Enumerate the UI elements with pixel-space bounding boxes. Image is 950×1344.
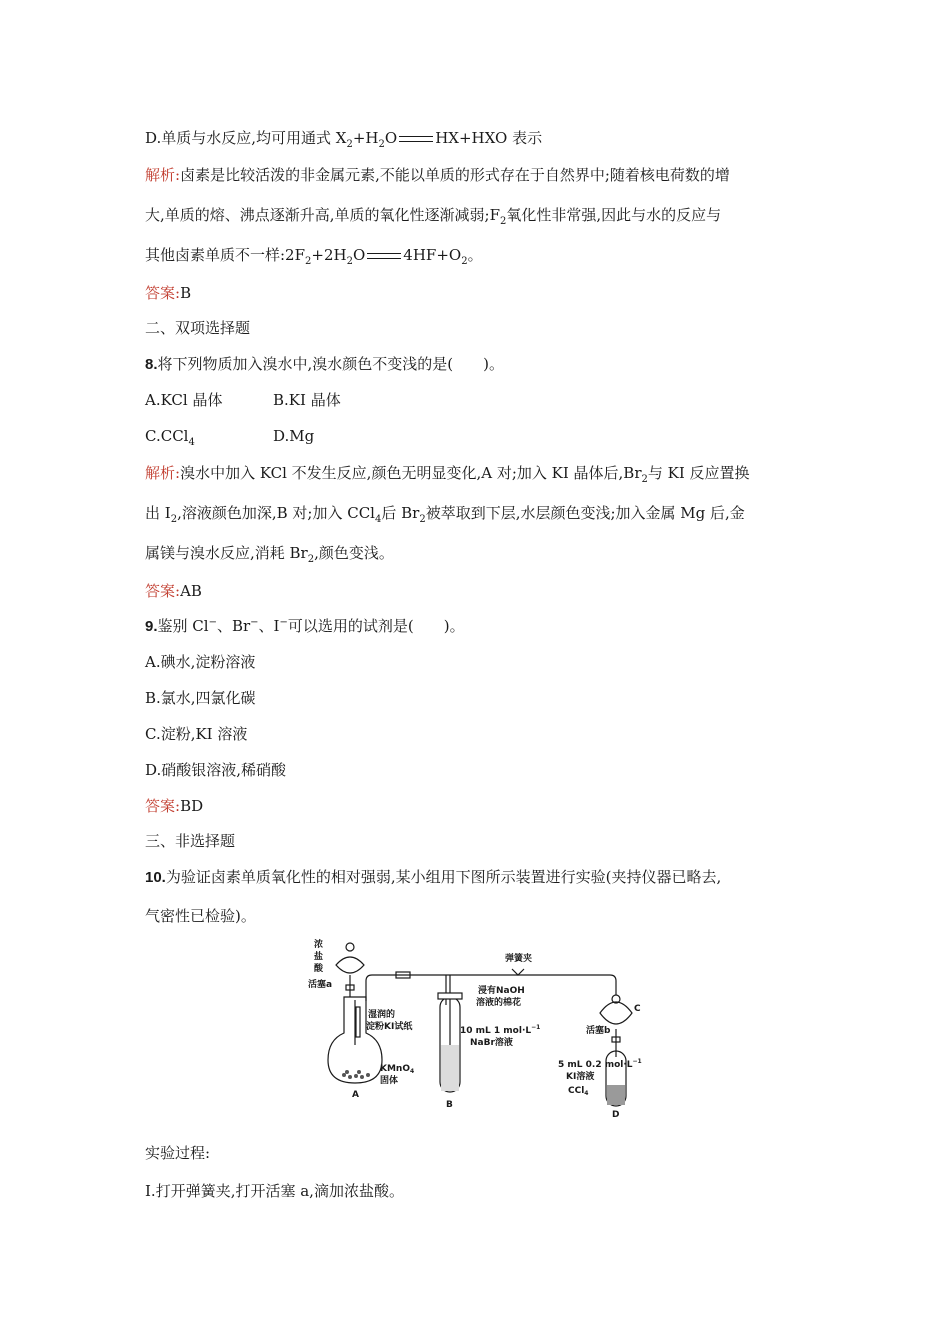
label-b: B: [446, 1100, 453, 1110]
analysis-text: 卤素是比较活泼的非金属元素,不能以单质的形式存在于自然界中;随着核电荷数的增: [180, 166, 730, 184]
separatory-funnel-c: [600, 1002, 632, 1024]
question-stem: 、Br: [216, 617, 251, 635]
label-a: A: [352, 1090, 359, 1100]
subscript: 2: [307, 554, 315, 565]
spring-clip: [512, 969, 524, 975]
label-spring-clip: 弹簧夹: [505, 954, 533, 964]
q7-option-d-text: HX+HXO 表示: [435, 129, 543, 147]
analysis-text: O: [352, 246, 366, 264]
analysis-text: 后 Br: [381, 504, 420, 522]
q8-answer: [145, 581, 202, 601]
analysis-text: 属镁与溴水反应,消耗 Br: [145, 544, 308, 562]
label-kmno4: KMnO$_4$: [380, 1064, 415, 1075]
q8-analysis-line-1: [145, 463, 750, 483]
funnel-stopper: [346, 943, 354, 951]
q7-option-d-text: D.单质与水反应,均可用通式 X: [145, 129, 347, 147]
superscript: −: [208, 617, 217, 628]
question-stem: 、I: [258, 617, 280, 635]
subscript: 2: [305, 256, 312, 267]
answer-label: 答案:: [145, 797, 181, 815]
subscript: 2: [346, 139, 353, 150]
subscript: 2: [461, 256, 468, 267]
q8-option-d: D.Mg: [273, 427, 315, 445]
question-number: 8.: [145, 356, 158, 373]
analysis-text: 溴水中加入 KCl 不发生反应,颜色无明显变化,A 对;加入 KI 晶体后,Br: [180, 464, 642, 482]
q9-option-b: B.氯水,四氯化碳: [145, 689, 256, 707]
answer-label: 答案:: [145, 284, 181, 302]
label-ccl4: CCl$_4$: [568, 1086, 589, 1097]
subscript: 2: [378, 139, 385, 150]
q9-answer: [145, 796, 203, 816]
subscript: 2: [641, 474, 648, 485]
q7-answer: [145, 283, 191, 303]
analysis-label: 解析:: [145, 464, 181, 482]
label-ki-concentration: 5 mL 0.2 $mol\cdot L^{-1}$: [558, 1058, 642, 1070]
section-heading-3: 三、非选择题: [145, 832, 236, 850]
label-naoh-2: 溶液的棉花: [476, 998, 522, 1008]
label-nabr-solution: NaBr溶液: [470, 1038, 513, 1048]
q7-analysis-line-2: [145, 205, 721, 225]
label-concentrated: 浓: [314, 940, 324, 950]
subscript: 4: [188, 437, 195, 448]
analysis-text: 大,单质的熔、沸点逐渐升高,单质的氧化性逐渐减弱;F: [145, 206, 500, 224]
q7-option-d: [145, 128, 542, 148]
process-title: 实验过程:: [145, 1144, 211, 1162]
analysis-text: 其他卤素单质不一样:2F: [145, 246, 306, 264]
answer-value: BD: [180, 797, 204, 815]
q8-option-c-text: C.CCl: [145, 427, 189, 445]
q8-option-b: B.KI 晶体: [273, 391, 341, 409]
subscript: 2: [346, 256, 353, 267]
q9-option-d: D.硝酸银溶液,稀硝酸: [145, 761, 287, 779]
question-stem: 可以选用的试剂是( )。: [287, 617, 465, 635]
analysis-text: +2H: [311, 246, 347, 264]
label-nabr-concentration: 10 mL 1 $mol\cdot L^{-1}$: [460, 1024, 541, 1036]
separatory-funnel: [336, 957, 364, 973]
ki-starch-paper: [356, 1007, 360, 1037]
analysis-text: 4HF+O: [403, 246, 462, 264]
reaction-equals-sign: [367, 253, 401, 259]
analysis-text: 氧化性非常强,因此与水的反应与: [506, 206, 722, 224]
q7-option-d-text: +H: [352, 129, 379, 147]
label-ki-paper: 淀粉KI试纸: [366, 1022, 413, 1032]
label-ki-solution: KI溶液: [566, 1072, 595, 1082]
analysis-text: 出 I: [145, 504, 171, 522]
q8-option-c: [145, 426, 195, 446]
superscript: −: [250, 617, 259, 628]
reaction-equals-sign: [399, 136, 433, 142]
ccl4-layer: [607, 1085, 625, 1105]
apparatus-diagram: [300, 935, 650, 1120]
label-solid: 固体: [380, 1076, 399, 1086]
subscript: 4: [374, 514, 382, 525]
answer-label: 答案:: [145, 582, 181, 600]
q8-stem: [145, 354, 504, 375]
label-hydrochloric: 盐: [314, 952, 324, 962]
section-heading-2: 二、双项选择题: [145, 319, 251, 337]
q9-option-c: C.淀粉,KI 溶液: [145, 725, 248, 743]
q8-option-a: A.KCl 晶体: [145, 391, 223, 409]
q7-option-d-text: O: [384, 129, 398, 147]
analysis-text: ,颜色变浅。: [314, 544, 394, 562]
analysis-text: 被萃取到下层,水层颜色变浅;加入金属 Mg 后,金: [425, 504, 745, 522]
answer-value: B: [180, 284, 192, 302]
process-step-1: Ⅰ.打开弹簧夹,打开活塞 a,滴加浓盐酸。: [145, 1182, 404, 1200]
q8-analysis-line-3: [145, 543, 394, 563]
question-stem: 鉴别 Cl: [157, 617, 209, 635]
question-stem: 将下列物质加入溴水中,溴水颜色不变浅的是( )。: [157, 355, 504, 373]
analysis-text: 。: [467, 246, 483, 264]
label-c: C: [634, 1004, 641, 1014]
q9-stem: [145, 616, 465, 637]
q7-analysis-line-3: [145, 245, 483, 265]
analysis-text: ,溶液颜色加深,B 对;加入 CCl: [177, 504, 375, 522]
q7-analysis-line-1: [145, 165, 730, 185]
label-moist: 湿润的: [368, 1010, 396, 1020]
q10-stem-line-2: 气密性已检验)。: [145, 907, 256, 925]
analysis-label: 解析:: [145, 166, 181, 184]
label-valve-a: 活塞a: [308, 980, 333, 990]
question-number: 9.: [145, 618, 158, 635]
subscript: 2: [500, 216, 507, 227]
subscript: 2: [170, 514, 178, 525]
question-stem: 为验证卤素单质氧化性的相对强弱,某小组用下图所示装置进行实验(夹持仪器已略去,: [165, 868, 722, 886]
analysis-text: 与 KI 反应置换: [647, 464, 750, 482]
superscript: −: [279, 617, 288, 628]
answer-value: AB: [180, 582, 202, 600]
q9-option-a: A.碘水,淀粉溶液: [145, 653, 256, 671]
nabr-solution: [441, 1045, 459, 1091]
q10-stem-line-1: [145, 867, 721, 888]
label-d: D: [612, 1110, 620, 1120]
label-valve-b: 活塞b: [586, 1026, 611, 1036]
q8-analysis-line-2: [145, 503, 745, 523]
label-naoh-1: 浸有NaOH: [478, 986, 525, 996]
label-acid: 酸: [314, 964, 324, 974]
question-number: 10.: [145, 869, 166, 886]
subscript: 2: [419, 514, 426, 525]
